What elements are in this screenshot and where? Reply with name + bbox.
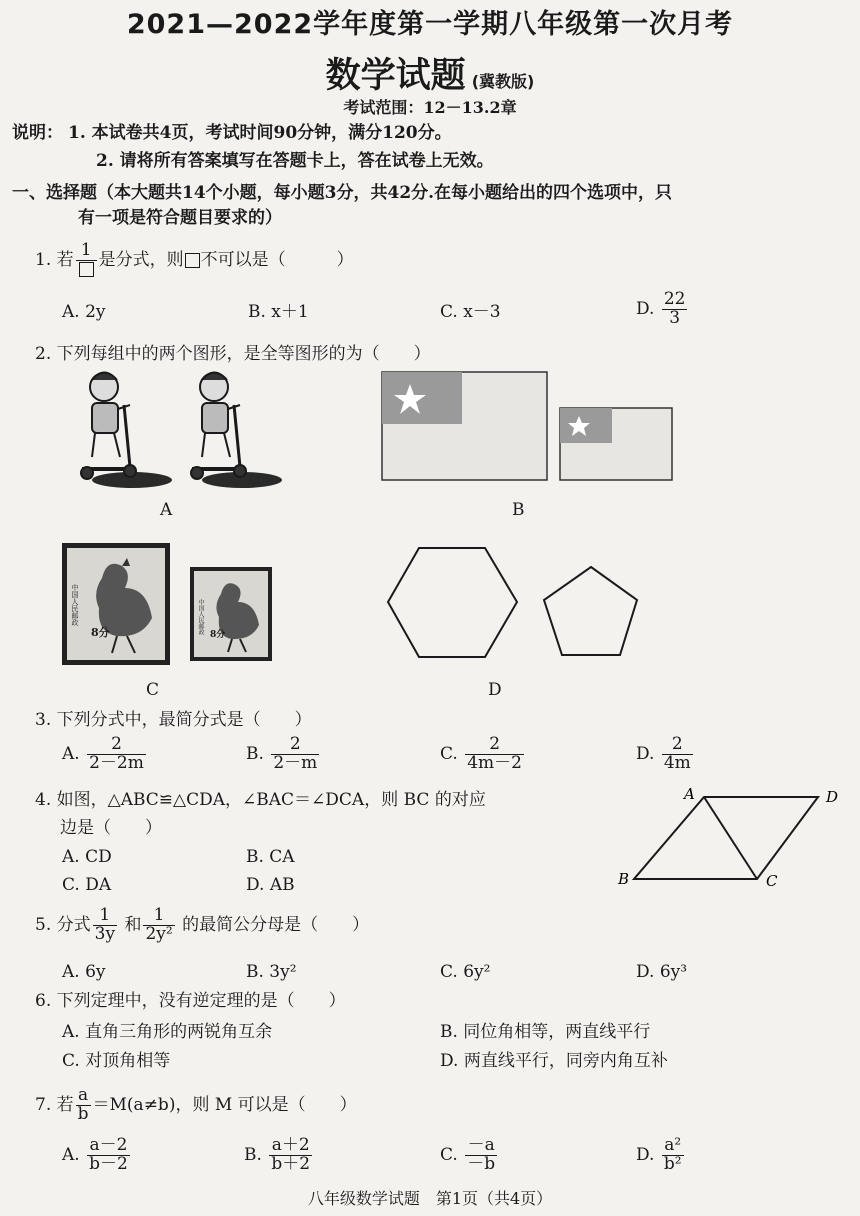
instructions-label: 说明：: [12, 123, 63, 143]
scooter-kid-1: [81, 373, 172, 489]
q7-pre: 7. 若: [35, 1094, 74, 1115]
q5-option-c: C. 6y²: [440, 962, 491, 982]
q5-fraction-1: [93, 907, 117, 944]
q1-number: 1.: [35, 250, 52, 270]
section-heading: 一、选择题（本大题共14个小题，每小题3分，共42分.在每小题给出的四个选项中，只: [12, 183, 673, 203]
figure-d-polygons: [385, 545, 645, 675]
figure-a-scooter-kids: [62, 365, 292, 495]
q1-option-c: C. x－3: [440, 302, 501, 322]
exam-title: 2021—2022学年度第一学期八年级第一次月考: [126, 9, 734, 40]
q1-option-a: A. 2y: [62, 302, 106, 322]
question-6: 6. 下列定理中，没有逆定理的是（ ）: [35, 991, 346, 1011]
q3-a-num: 2: [87, 736, 146, 755]
q3-a-fraction: [87, 736, 146, 773]
small-stamp: [190, 567, 272, 661]
q3-d-den: 4m: [663, 752, 691, 773]
stamp-country-text: 中国人民邮政: [71, 584, 79, 626]
q1-d-num: 22: [663, 289, 686, 309]
question-5: [35, 907, 369, 944]
q5-fraction-2: [143, 907, 174, 944]
q6-option-d: D. 两直线平行，同旁内角互补: [440, 1051, 668, 1071]
q6-option-a: A. 直角三角形的两锐角互余: [62, 1022, 273, 1042]
q7-option-d: [636, 1137, 686, 1174]
large-stamp: [62, 543, 170, 665]
q4-option-d: D. AB: [246, 875, 295, 895]
q5-f1-den: 3y: [94, 923, 116, 944]
blank-box-icon: [185, 253, 200, 268]
q7-c-label: C.: [440, 1144, 458, 1165]
edition-label: (冀教版): [471, 72, 535, 91]
q7-option-c: [440, 1137, 499, 1174]
stamp-value: 8分: [210, 630, 226, 640]
point-b-label: B: [618, 870, 630, 888]
q1-fraction: [76, 242, 97, 279]
q3-c-num: 2: [465, 736, 524, 755]
q7-b-label: B.: [244, 1144, 262, 1165]
q3-b-num: 2: [271, 736, 319, 755]
point-c-label: C: [766, 872, 778, 890]
q7-fraction: [76, 1087, 91, 1124]
q5-post: 的最简公分母是（ ）: [182, 914, 370, 935]
q5-option-a: A. 6y: [62, 962, 106, 982]
section-heading-cont: 有一项是符合题目要求的）: [78, 208, 282, 228]
q4-option-c: C. DA: [62, 875, 112, 895]
q1-option-d: [636, 291, 689, 328]
q7-f-den: b: [77, 1103, 89, 1124]
stamp-country-text: 中国人民邮政: [197, 599, 204, 635]
q7-option-b: [244, 1137, 314, 1174]
instruction-1: 1. 本试卷共4页，考试时间90分钟，满分120分。: [68, 123, 452, 143]
q3-c-fraction: [465, 736, 524, 773]
q7-d-den: b²: [663, 1153, 682, 1174]
page-footer: 八年级数学试题 第1页（共4页）: [307, 1189, 553, 1208]
q6-option-c: C. 对顶角相等: [62, 1051, 171, 1071]
q5-option-b: B. 3y²: [246, 962, 297, 982]
q3-b-den: 2－m: [273, 752, 318, 773]
q3-option-d: [636, 736, 695, 773]
q5-f2-num: 1: [143, 907, 174, 926]
rooster-icon: [67, 548, 165, 660]
q7-a-label: A.: [62, 1144, 80, 1165]
q1-d-label: D.: [636, 298, 655, 319]
q4-option-b: B. CA: [246, 847, 295, 867]
q5-option-d: D. 6y³: [636, 962, 688, 982]
q7-a-den: b－2: [89, 1153, 128, 1174]
q3-d-label: D.: [636, 743, 655, 764]
q7-a-fraction: [87, 1137, 130, 1174]
q4-parallelogram-diagram: [610, 782, 850, 892]
question-7: [35, 1087, 357, 1124]
instruction-2: 2. 请将所有答案填写在答题卡上，答在试卷上无效。: [96, 151, 494, 171]
exam-range: 考试范围：12－13.2章: [343, 98, 517, 117]
q1-frac-num: 1: [76, 242, 97, 261]
q3-b-label: B.: [246, 743, 264, 764]
question-4: 4. 如图，△ABC≌△CDA，∠BAC＝∠DCA，则 BC 的对应: [35, 790, 486, 810]
figure-b-flags: [380, 370, 680, 485]
q5-f2-den: 2y²: [145, 923, 173, 944]
question-1: [35, 240, 354, 280]
stamp-value: 8分: [91, 626, 110, 639]
q3-c-den: 4m－2: [467, 752, 522, 773]
q5-pre: 5. 分式: [35, 914, 91, 935]
q3-option-a: [62, 736, 148, 773]
diagonal-ac: [704, 797, 757, 879]
q1-post2: 不可以是（ ）: [200, 250, 354, 270]
pentagon-shape: [544, 567, 637, 655]
q7-c-fraction: [465, 1137, 497, 1174]
q5-mid: 和: [124, 914, 142, 935]
q3-a-label: A.: [62, 743, 80, 764]
scooter-kid-2: [191, 373, 282, 489]
q1-pre: 若: [56, 250, 74, 270]
q7-d-num: a²: [662, 1137, 684, 1156]
q1-frac-den: [76, 261, 97, 279]
q1-d-den: 3: [669, 307, 681, 328]
q7-f-num: a: [76, 1087, 91, 1106]
parallelogram-abcd: [634, 797, 818, 879]
q6-option-b: B. 同位角相等，两直线平行: [440, 1022, 651, 1042]
figure-label-d: D: [488, 680, 502, 700]
q7-option-a: [62, 1137, 132, 1174]
question-2: 2. 下列每组中的两个图形，是全等图形的为（ ）: [35, 344, 431, 364]
q3-b-fraction: [271, 736, 319, 773]
q3-option-c: [440, 736, 526, 773]
q7-c-num: －a: [465, 1137, 497, 1156]
q3-option-b: [246, 736, 321, 773]
q7-a-num: a－2: [87, 1137, 130, 1156]
q5-f1-num: 1: [93, 907, 117, 926]
rooster-icon: [194, 571, 268, 657]
hexagon-shape: [388, 548, 517, 657]
figure-label-b: B: [512, 500, 525, 520]
q7-c-den: －b: [467, 1153, 496, 1174]
q7-b-num: a＋2: [269, 1137, 312, 1156]
q7-b-fraction: [269, 1137, 312, 1174]
q7-d-label: D.: [636, 1144, 655, 1165]
question-3: 3. 下列分式中，最简分式是（ ）: [35, 710, 312, 730]
blank-box-icon: [79, 262, 94, 277]
q3-d-num: 2: [662, 736, 693, 755]
figure-label-a: A: [160, 500, 173, 520]
q1-d-fraction: [662, 291, 688, 328]
q7-b-den: b＋2: [271, 1153, 311, 1174]
q7-d-fraction: [662, 1137, 684, 1174]
subject-title-text: 数学试题: [325, 56, 466, 96]
q3-c-label: C.: [440, 743, 458, 764]
q3-d-fraction: [662, 736, 693, 773]
point-d-label: D: [826, 788, 839, 806]
q3-a-den: 2－2m: [89, 752, 144, 773]
question-4-cont: 边是（ ）: [60, 818, 162, 838]
q7-post: ＝M(a≠b)，则 M 可以是（ ）: [92, 1094, 357, 1115]
q1-post: 是分式，则: [98, 250, 184, 270]
subject-title: [0, 48, 860, 98]
point-a-label: A: [684, 785, 695, 803]
figure-label-c: C: [146, 680, 160, 700]
q4-option-a: A. CD: [62, 847, 112, 867]
q1-option-b: B. x＋1: [248, 302, 309, 322]
